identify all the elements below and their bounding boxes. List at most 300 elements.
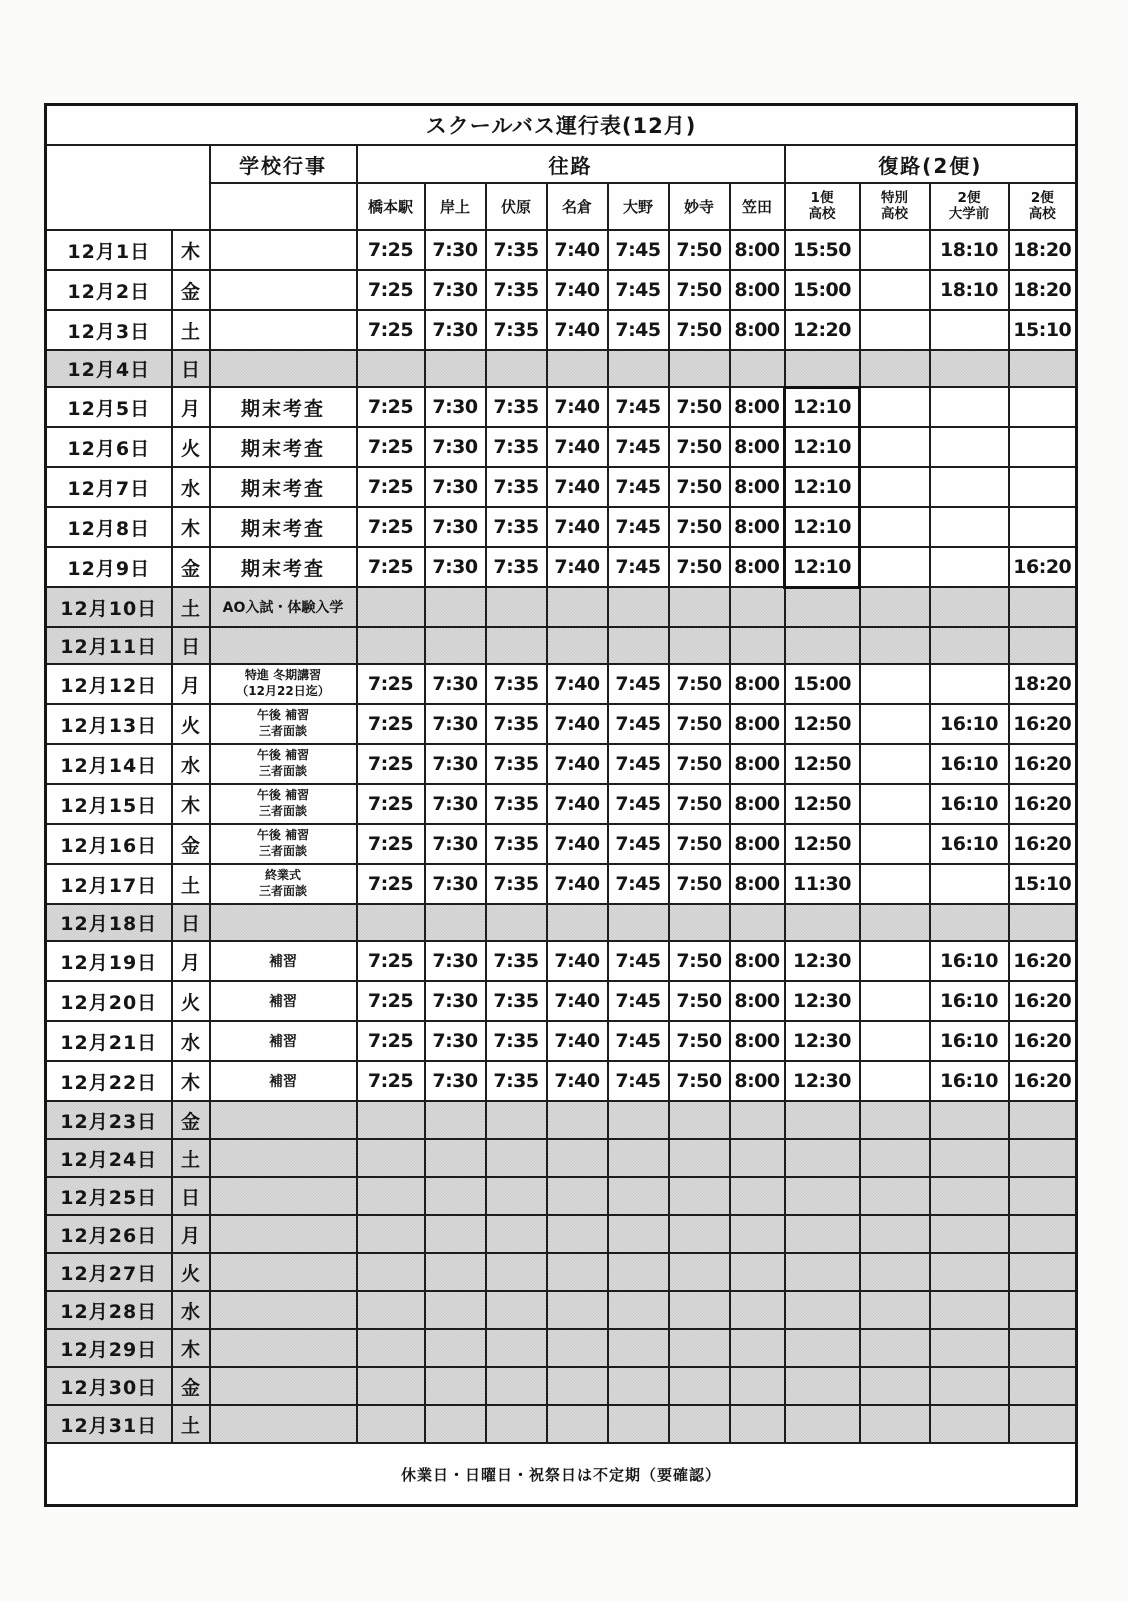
return-time-cell: [930, 1329, 1009, 1367]
return-time-cell: 12:10: [785, 507, 860, 547]
outbound-time-cell: [425, 1101, 486, 1139]
table-row: [46, 744, 1077, 784]
return-time-cell: 16:10: [930, 1061, 1009, 1101]
day-of-week-cell: 水: [172, 1021, 210, 1061]
outbound-time-cell: 7:40: [547, 230, 608, 270]
outbound-time-cell: 7:25: [357, 784, 425, 824]
return-time-cell: [930, 1177, 1009, 1215]
outbound-time-cell: 7:30: [425, 310, 486, 350]
outbound-time-cell: 7:40: [547, 664, 608, 704]
school-event-text: 期末考査: [240, 397, 325, 420]
outbound-time-cell: 7:50: [669, 1021, 730, 1061]
return-time-cell: 16:20: [1009, 704, 1077, 744]
outbound-time-cell: 7:30: [425, 981, 486, 1021]
return-header-line: 高校: [1028, 205, 1056, 222]
outbound-time-cell: 7:25: [357, 270, 425, 310]
return-time-cell: [860, 1405, 930, 1443]
return-time-cell: [860, 1177, 930, 1215]
return-time-cell: [785, 1291, 860, 1329]
school-event-text: 特進 冬期講習: [244, 668, 322, 683]
outbound-time-cell: 7:35: [486, 230, 547, 270]
school-event-cell: [210, 310, 357, 350]
day-of-week-cell: 日: [172, 904, 210, 941]
outbound-time-cell: 7:50: [669, 547, 730, 587]
outbound-time-cell: 7:45: [608, 664, 669, 704]
return-time-cell: 12:50: [785, 744, 860, 784]
outbound-time-cell: [547, 1215, 608, 1253]
return-header-line: 1便: [810, 189, 834, 206]
school-event-cell: [210, 941, 357, 981]
outbound-time-cell: 7:40: [547, 1021, 608, 1061]
date-cell: 12月31日: [46, 1405, 172, 1443]
outbound-time-cell: [608, 627, 669, 664]
day-of-week-cell: 木: [172, 507, 210, 547]
outbound-time-cell: [730, 1101, 785, 1139]
return-time-cell: 15:10: [1009, 310, 1077, 350]
return-time-cell: 12:30: [785, 941, 860, 981]
return-time-cell: 16:20: [1009, 547, 1077, 587]
outbound-time-cell: 8:00: [730, 387, 785, 427]
date-cell: 12月27日: [46, 1253, 172, 1291]
outbound-time-cell: 7:45: [608, 507, 669, 547]
table-row: [46, 587, 1077, 627]
date-cell: 12月19日: [46, 941, 172, 981]
day-of-week-cell: 日: [172, 1177, 210, 1215]
return-time-cell: [1009, 1367, 1077, 1405]
outbound-time-cell: 7:35: [486, 981, 547, 1021]
outbound-time-cell: 7:35: [486, 310, 547, 350]
outbound-time-cell: 7:30: [425, 941, 486, 981]
return-header-line: 大学前: [948, 205, 990, 222]
school-event-text: （12月22日迄）: [236, 684, 330, 698]
table-row: [46, 1253, 1077, 1291]
return-time-cell: [785, 1329, 860, 1367]
outbound-time-cell: 7:45: [608, 824, 669, 864]
table-row: [46, 270, 1077, 310]
outbound-time-cell: 7:35: [486, 941, 547, 981]
return-time-cell: [1009, 350, 1077, 387]
return-time-cell: [860, 704, 930, 744]
outbound-time-cell: 7:45: [608, 704, 669, 744]
return-time-cell: [785, 1367, 860, 1405]
outbound-time-cell: 7:50: [669, 467, 730, 507]
date-cell: 12月15日: [46, 784, 172, 824]
return-time-cell: [860, 1367, 930, 1405]
outbound-time-cell: [547, 1253, 608, 1291]
date-cell: 12月20日: [46, 981, 172, 1021]
return-time-cell: 16:20: [1009, 784, 1077, 824]
school-event-cell: [210, 1329, 357, 1367]
outbound-time-cell: 7:45: [608, 981, 669, 1021]
outbound-time-cell: 7:45: [608, 427, 669, 467]
return-time-cell: [785, 1405, 860, 1443]
day-of-week-cell: 火: [172, 704, 210, 744]
outbound-time-cell: 7:25: [357, 941, 425, 981]
outbound-time-cell: [486, 1367, 547, 1405]
outbound-time-cell: 7:45: [608, 941, 669, 981]
day-of-week-cell: 土: [172, 864, 210, 904]
outbound-time-cell: 7:30: [425, 270, 486, 310]
return-time-cell: [860, 941, 930, 981]
date-cell: 12月14日: [46, 744, 172, 784]
outbound-time-cell: 7:30: [425, 664, 486, 704]
outbound-time-cell: 7:35: [486, 467, 547, 507]
table-row: [46, 1101, 1077, 1139]
outbound-time-cell: 8:00: [730, 1021, 785, 1061]
table-row: [46, 1139, 1077, 1177]
day-of-week-cell: 日: [172, 627, 210, 664]
return-time-cell: [1009, 627, 1077, 664]
return-header-line: 2便: [957, 189, 981, 206]
outbound-time-cell: [547, 1291, 608, 1329]
return-time-cell: 16:10: [930, 981, 1009, 1021]
outbound-time-cell: [425, 350, 486, 387]
return-time-cell: 16:10: [930, 784, 1009, 824]
stop-header-hashimoto-station: 橋本駅: [357, 183, 425, 230]
outbound-time-cell: 7:50: [669, 230, 730, 270]
school-event-text: 終業式: [264, 868, 301, 883]
outbound-time-cell: 7:30: [425, 507, 486, 547]
return-time-cell: [860, 1101, 930, 1139]
outbound-time-cell: 7:35: [486, 270, 547, 310]
outbound-time-cell: 7:30: [425, 784, 486, 824]
return-header-line: 高校: [881, 205, 908, 222]
outbound-time-cell: [730, 1177, 785, 1215]
footer-row: [46, 1443, 1077, 1506]
outbound-time-cell: 7:45: [608, 230, 669, 270]
school-event-cell: [210, 1101, 357, 1139]
event-column-header: 学校行事: [210, 145, 357, 183]
outbound-time-cell: 7:50: [669, 507, 730, 547]
date-cell: 12月18日: [46, 904, 172, 941]
header-row-1: [46, 145, 1077, 183]
date-cell: 12月9日: [46, 547, 172, 587]
table-body: [46, 230, 1077, 1443]
date-cell: 12月8日: [46, 507, 172, 547]
return-time-cell: [930, 427, 1009, 467]
school-event-text: 午後 補習: [256, 708, 310, 723]
outbound-time-cell: 8:00: [730, 230, 785, 270]
outbound-time-cell: 7:25: [357, 744, 425, 784]
outbound-time-cell: 7:25: [357, 507, 425, 547]
return-time-cell: [860, 1061, 930, 1101]
return-time-cell: 16:10: [930, 1021, 1009, 1061]
outbound-time-cell: 8:00: [730, 784, 785, 824]
school-event-cell: [210, 1405, 357, 1443]
outbound-time-cell: 8:00: [730, 467, 785, 507]
school-event-cell: [210, 427, 357, 467]
return-time-cell: 12:20: [785, 310, 860, 350]
return-time-cell: [930, 1215, 1009, 1253]
outbound-time-cell: [425, 904, 486, 941]
outbound-time-cell: 7:40: [547, 270, 608, 310]
date-cell: 12月2日: [46, 270, 172, 310]
return-header-line: 高校: [808, 205, 836, 222]
table-row: [46, 824, 1077, 864]
outbound-time-cell: 7:35: [486, 387, 547, 427]
event-subheader-blank: [210, 183, 357, 230]
outbound-time-cell: [730, 1215, 785, 1253]
school-event-text: 三者面談: [258, 844, 307, 858]
return-time-cell: [860, 1215, 930, 1253]
outbound-time-cell: [669, 1405, 730, 1443]
day-of-week-cell: 木: [172, 230, 210, 270]
outbound-time-cell: 7:30: [425, 467, 486, 507]
outbound-time-cell: 7:50: [669, 864, 730, 904]
outbound-time-cell: 7:40: [547, 507, 608, 547]
outbound-header: 往路: [357, 145, 785, 183]
school-event-text: 期末考査: [240, 517, 325, 540]
school-event-text: 期末考査: [240, 437, 325, 460]
outbound-time-cell: 7:45: [608, 784, 669, 824]
school-event-text: 三者面談: [258, 724, 307, 738]
outbound-time-cell: 7:50: [669, 784, 730, 824]
table-row: [46, 941, 1077, 981]
outbound-time-cell: [730, 1367, 785, 1405]
outbound-time-cell: 7:35: [486, 824, 547, 864]
outbound-time-cell: 7:45: [608, 864, 669, 904]
school-event-cell: [210, 1177, 357, 1215]
outbound-time-cell: [608, 350, 669, 387]
return-time-cell: 15:00: [785, 270, 860, 310]
outbound-time-cell: 7:45: [608, 1021, 669, 1061]
outbound-time-cell: [608, 1291, 669, 1329]
title-row: [46, 105, 1077, 146]
return-time-cell: 16:20: [1009, 744, 1077, 784]
return-time-cell: 18:20: [1009, 230, 1077, 270]
school-event-text: 午後 補習: [256, 788, 310, 803]
outbound-time-cell: [730, 904, 785, 941]
day-of-week-cell: 土: [172, 310, 210, 350]
table-row: [46, 1291, 1077, 1329]
return-time-cell: [860, 387, 930, 427]
outbound-time-cell: [486, 587, 547, 627]
school-event-cell: [210, 1139, 357, 1177]
day-of-week-cell: 土: [172, 1139, 210, 1177]
return-time-cell: 16:20: [1009, 1061, 1077, 1101]
table-row: [46, 864, 1077, 904]
school-event-cell: [210, 230, 357, 270]
return-time-cell: [785, 904, 860, 941]
outbound-time-cell: [486, 1329, 547, 1367]
outbound-time-cell: [669, 350, 730, 387]
outbound-time-cell: [669, 587, 730, 627]
return-time-cell: [785, 587, 860, 627]
return-time-cell: [860, 427, 930, 467]
school-event-cell: [210, 981, 357, 1021]
return-time-cell: [930, 1405, 1009, 1443]
return-time-cell: [1009, 1329, 1077, 1367]
day-of-week-cell: 月: [172, 664, 210, 704]
outbound-time-cell: [730, 1291, 785, 1329]
outbound-time-cell: 7:50: [669, 270, 730, 310]
outbound-time-cell: 7:45: [608, 387, 669, 427]
return-time-cell: 16:10: [930, 744, 1009, 784]
school-event-text: 補習: [269, 1074, 297, 1090]
outbound-time-cell: 7:50: [669, 1061, 730, 1101]
outbound-time-cell: 7:30: [425, 824, 486, 864]
outbound-time-cell: 7:25: [357, 427, 425, 467]
outbound-time-cell: 7:30: [425, 547, 486, 587]
table-row: [46, 427, 1077, 467]
return-time-cell: [930, 547, 1009, 587]
school-event-cell: [210, 467, 357, 507]
outbound-time-cell: 7:25: [357, 387, 425, 427]
outbound-time-cell: [547, 587, 608, 627]
outbound-time-cell: [547, 627, 608, 664]
date-cell: 12月10日: [46, 587, 172, 627]
date-cell: 12月1日: [46, 230, 172, 270]
return-time-cell: [930, 1139, 1009, 1177]
outbound-time-cell: 8:00: [730, 547, 785, 587]
return-time-cell: 12:50: [785, 784, 860, 824]
school-event-cell: [210, 627, 357, 664]
date-cell: 12月17日: [46, 864, 172, 904]
outbound-time-cell: [608, 1101, 669, 1139]
school-event-text: 補習: [269, 954, 297, 970]
school-event-text: 午後 補習: [256, 748, 310, 763]
outbound-time-cell: 7:45: [608, 547, 669, 587]
return-time-cell: 18:10: [930, 270, 1009, 310]
footer-note: 休業日・日曜日・祝祭日は不定期（要確認）: [46, 1443, 1077, 1506]
school-event-cell: [210, 1061, 357, 1101]
outbound-time-cell: [547, 904, 608, 941]
outbound-time-cell: [486, 1253, 547, 1291]
day-of-week-cell: 火: [172, 981, 210, 1021]
outbound-time-cell: [608, 1329, 669, 1367]
outbound-time-cell: 7:25: [357, 981, 425, 1021]
day-of-week-cell: 木: [172, 1329, 210, 1367]
outbound-time-cell: [486, 1405, 547, 1443]
school-event-cell: [210, 350, 357, 387]
school-event-cell: [210, 664, 357, 704]
return-header-trip2-university: [930, 183, 1009, 230]
return-time-cell: 11:30: [785, 864, 860, 904]
outbound-time-cell: [608, 1139, 669, 1177]
outbound-time-cell: [547, 1101, 608, 1139]
outbound-time-cell: 7:40: [547, 981, 608, 1021]
outbound-time-cell: 7:45: [608, 270, 669, 310]
outbound-time-cell: [730, 627, 785, 664]
return-time-cell: [930, 467, 1009, 507]
return-time-cell: [860, 467, 930, 507]
stop-header-kishigami: 岸上: [425, 183, 486, 230]
outbound-time-cell: [486, 904, 547, 941]
outbound-time-cell: 7:40: [547, 310, 608, 350]
outbound-time-cell: 8:00: [730, 1061, 785, 1101]
outbound-time-cell: 7:35: [486, 784, 547, 824]
outbound-time-cell: [357, 1405, 425, 1443]
outbound-time-cell: [357, 627, 425, 664]
outbound-time-cell: 7:40: [547, 704, 608, 744]
outbound-time-cell: [608, 904, 669, 941]
return-time-cell: [1009, 467, 1077, 507]
outbound-time-cell: [357, 350, 425, 387]
date-cell: 12月12日: [46, 664, 172, 704]
outbound-time-cell: [486, 627, 547, 664]
return-time-cell: 16:10: [930, 704, 1009, 744]
return-time-cell: 15:10: [1009, 864, 1077, 904]
outbound-time-cell: 7:40: [547, 467, 608, 507]
day-of-week-cell: 月: [172, 387, 210, 427]
outbound-time-cell: 8:00: [730, 507, 785, 547]
table-row: [46, 627, 1077, 664]
outbound-time-cell: 7:40: [547, 387, 608, 427]
return-header-trip1-highschool: [785, 183, 860, 230]
school-event-cell: [210, 270, 357, 310]
return-time-cell: [860, 1291, 930, 1329]
outbound-time-cell: [608, 587, 669, 627]
return-header-line: 特別: [881, 189, 908, 206]
outbound-time-cell: [608, 1253, 669, 1291]
outbound-time-cell: 7:45: [608, 467, 669, 507]
school-event-cell: [210, 704, 357, 744]
day-of-week-cell: 木: [172, 1061, 210, 1101]
outbound-time-cell: [669, 1367, 730, 1405]
return-time-cell: [1009, 1253, 1077, 1291]
return-time-cell: [860, 587, 930, 627]
stop-header-kaseda: 笠田: [730, 183, 785, 230]
outbound-time-cell: [425, 1253, 486, 1291]
outbound-time-cell: 7:30: [425, 387, 486, 427]
return-header-special-highschool: [860, 183, 930, 230]
outbound-time-cell: 7:40: [547, 941, 608, 981]
school-event-text: 三者面談: [258, 764, 307, 778]
school-event-text: 午後 補習: [256, 828, 310, 843]
return-time-cell: 18:20: [1009, 664, 1077, 704]
outbound-time-cell: [547, 1177, 608, 1215]
return-time-cell: 12:50: [785, 824, 860, 864]
outbound-time-cell: [425, 1405, 486, 1443]
outbound-time-cell: 7:50: [669, 310, 730, 350]
table-row: [46, 387, 1077, 427]
school-event-cell: [210, 1215, 357, 1253]
outbound-time-cell: 8:00: [730, 744, 785, 784]
date-cell: 12月28日: [46, 1291, 172, 1329]
return-time-cell: [1009, 387, 1077, 427]
outbound-time-cell: 7:40: [547, 744, 608, 784]
date-cell: 12月16日: [46, 824, 172, 864]
return-time-cell: [930, 507, 1009, 547]
return-time-cell: [860, 1021, 930, 1061]
return-time-cell: [860, 1139, 930, 1177]
outbound-time-cell: [669, 1329, 730, 1367]
outbound-time-cell: [357, 904, 425, 941]
return-time-cell: [860, 864, 930, 904]
date-cell: 12月23日: [46, 1101, 172, 1139]
return-time-cell: [860, 904, 930, 941]
outbound-time-cell: [486, 350, 547, 387]
date-cell: 12月21日: [46, 1021, 172, 1061]
return-time-cell: [860, 664, 930, 704]
school-event-text: 補習: [269, 994, 297, 1010]
outbound-time-cell: [486, 1215, 547, 1253]
outbound-time-cell: [669, 627, 730, 664]
outbound-time-cell: 7:50: [669, 941, 730, 981]
table-row: [46, 1177, 1077, 1215]
return-time-cell: [930, 1291, 1009, 1329]
return-time-cell: [785, 1215, 860, 1253]
return-time-cell: 16:20: [1009, 824, 1077, 864]
date-cell: 12月22日: [46, 1061, 172, 1101]
outbound-time-cell: 7:50: [669, 664, 730, 704]
return-time-cell: [1009, 1291, 1077, 1329]
outbound-time-cell: [730, 1253, 785, 1291]
outbound-time-cell: [357, 1177, 425, 1215]
outbound-time-cell: 7:50: [669, 981, 730, 1021]
outbound-time-cell: 8:00: [730, 704, 785, 744]
outbound-time-cell: [608, 1177, 669, 1215]
